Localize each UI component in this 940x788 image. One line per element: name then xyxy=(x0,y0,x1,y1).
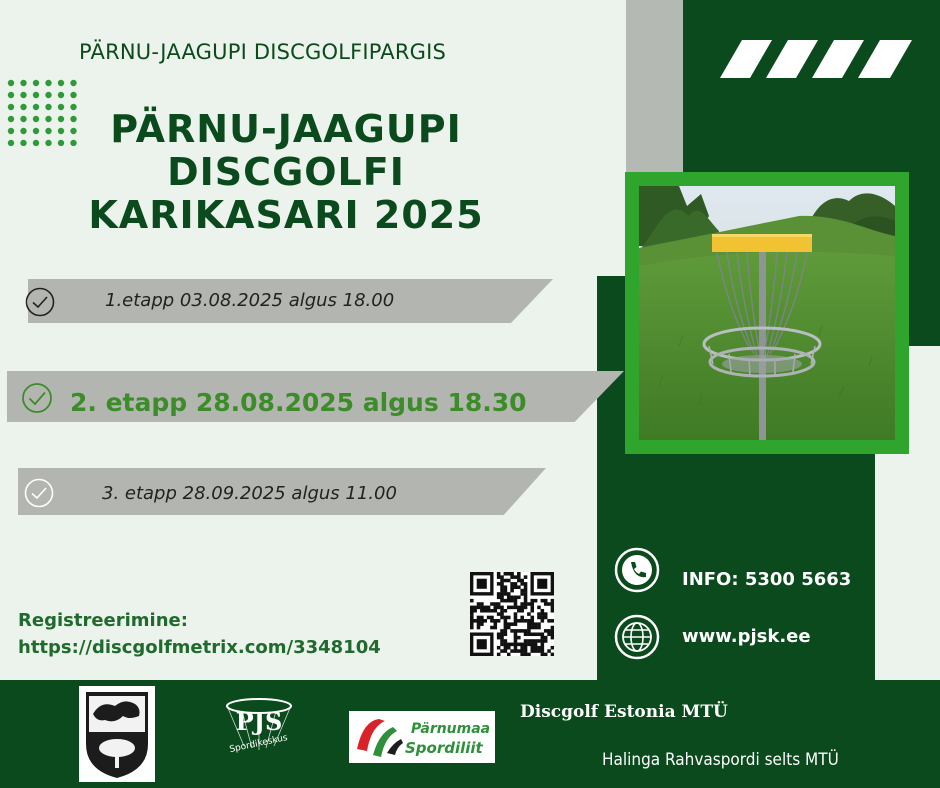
dot xyxy=(70,80,76,86)
dot xyxy=(45,140,51,146)
dot xyxy=(58,92,64,98)
dot xyxy=(33,92,39,98)
title-line-1: PÄRNU-JAAGUPI xyxy=(110,107,462,151)
stage-3-text: 3. etapp 28.09.2025 algus 11.00 xyxy=(102,483,397,504)
dot xyxy=(20,80,26,86)
pjs-spordikeskus-logo xyxy=(212,696,306,762)
dot xyxy=(33,116,39,122)
phone-icon xyxy=(614,547,660,593)
dot xyxy=(8,128,14,134)
dot xyxy=(8,116,14,122)
dot xyxy=(20,128,26,134)
check-circle-icon xyxy=(23,477,55,509)
stripes-decoration xyxy=(720,40,920,82)
dot xyxy=(58,80,64,86)
dot xyxy=(8,140,14,146)
dot xyxy=(8,80,14,86)
disc-golf-basket-photo xyxy=(639,186,895,440)
organizer-1: Discgolf Estonia MTÜ xyxy=(520,702,728,722)
dot xyxy=(58,104,64,110)
dot xyxy=(33,128,39,134)
dot xyxy=(70,92,76,98)
dot xyxy=(20,92,26,98)
dot xyxy=(33,104,39,110)
qr-code[interactable] xyxy=(470,572,554,656)
dot xyxy=(70,104,76,110)
stage-1-text: 1.etapp 03.08.2025 algus 18.00 xyxy=(105,290,395,311)
stage-2-text: 2. etapp 28.08.2025 algus 18.30 xyxy=(70,388,527,417)
pjs-logo-text: PJS xyxy=(235,707,283,736)
dot xyxy=(58,116,64,122)
dot xyxy=(45,104,51,110)
registration-label: Registreerimine: xyxy=(18,610,188,631)
dot xyxy=(33,140,39,146)
organizer-2: Halinga Rahvaspordi selts MTÜ xyxy=(602,750,839,770)
dot xyxy=(20,104,26,110)
pms-logo-top: Pärnumaa xyxy=(411,721,491,737)
dot-grid-decoration xyxy=(6,78,78,146)
registration-link[interactable]: https://discgolfmetrix.com/3348104 xyxy=(18,637,381,658)
info-phone: INFO: 5300 5663 xyxy=(682,569,852,590)
globe-icon xyxy=(614,614,660,660)
dot xyxy=(8,104,14,110)
dot xyxy=(45,116,51,122)
dot xyxy=(70,128,76,134)
dot xyxy=(45,128,51,134)
dot xyxy=(70,140,76,146)
dot xyxy=(20,116,26,122)
coat-of-arms-logo xyxy=(79,686,155,782)
title-line-2: DISCGOLFI xyxy=(167,150,405,194)
pjs-logo-sub: Spordikeskus xyxy=(228,733,289,756)
title-line-3: KARIKASARI 2025 xyxy=(88,193,484,237)
check-circle-icon xyxy=(24,286,56,318)
dot xyxy=(70,116,76,122)
dot xyxy=(45,92,51,98)
dot xyxy=(45,80,51,86)
parnumaa-spordiliit-logo xyxy=(349,711,495,763)
event-title xyxy=(80,108,492,237)
dot xyxy=(58,128,64,134)
dot xyxy=(20,140,26,146)
dot xyxy=(8,92,14,98)
event-location-subtitle: PÄRNU-JAAGUPI DISCGOLFIPARGIS xyxy=(79,40,447,64)
dot xyxy=(58,140,64,146)
check-circle-icon xyxy=(20,381,54,415)
dot xyxy=(33,80,39,86)
pms-logo-bottom: Spordiliit xyxy=(405,739,483,757)
website-link[interactable]: www.pjsk.ee xyxy=(682,626,811,647)
